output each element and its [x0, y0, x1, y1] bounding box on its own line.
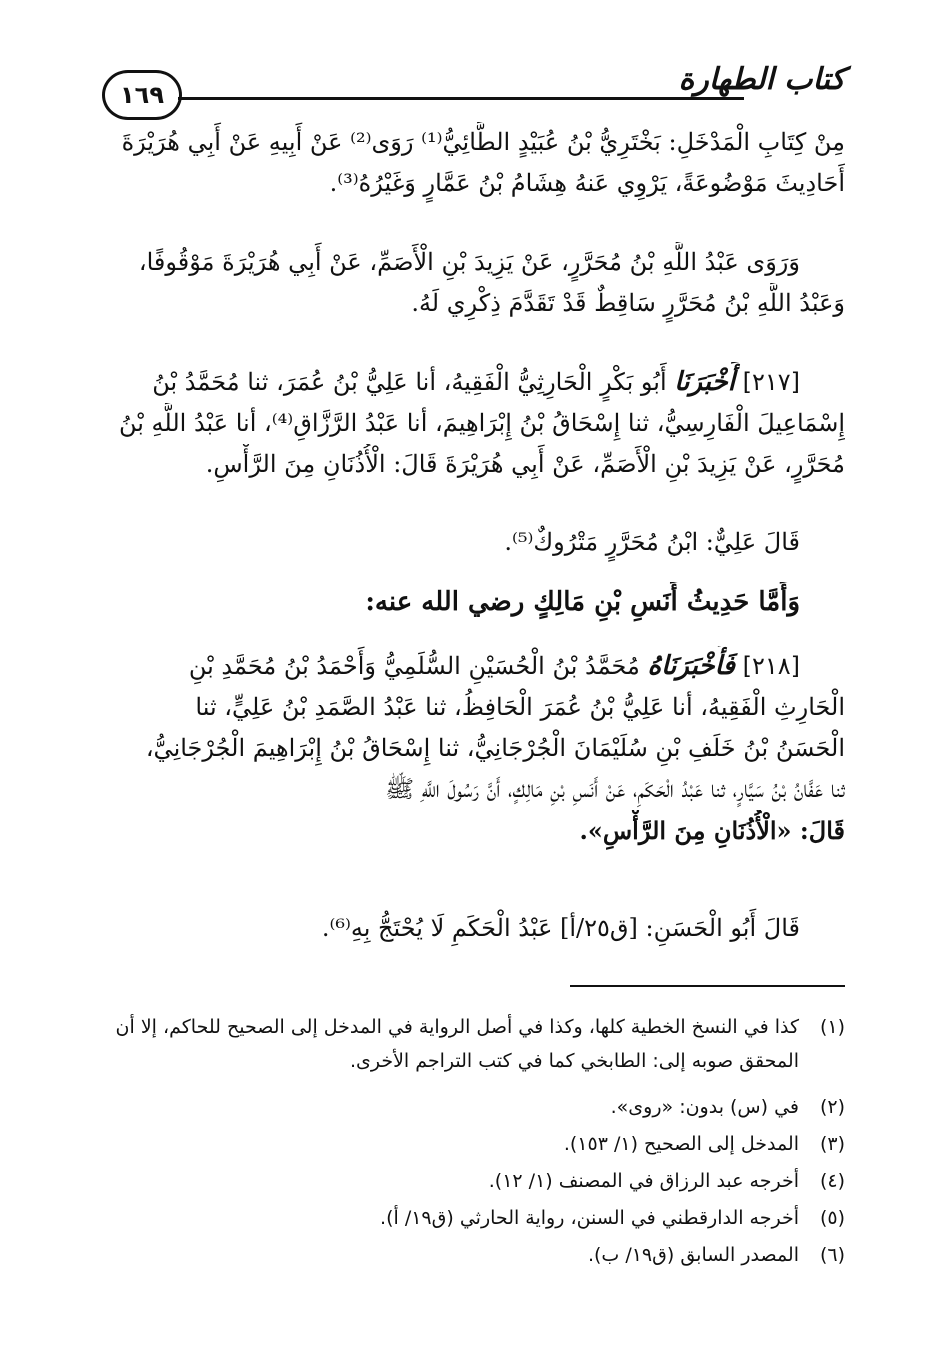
footnote-1: [100, 1010, 845, 1078]
footnote-text: أخرجه عبد الرزاق في المصنف (١/ ١٢).: [488, 1170, 799, 1192]
hadith-218: [100, 646, 845, 851]
text-line: الْحَسَنُ بْنُ خَلَفِ بْنِ سُلَيْمَانَ الْجُرْجَانِيُّ، ثنا إِسْحَاقُ بْنُ إِبْرَاهِيمَ الْجُرْجَانِيُّ،: [145, 734, 845, 762]
text-line: وَرَوَى عَبْدُ اللَّهِ بْنُ مُحَرَّرٍ، عَنْ يَزِيدَ بْنِ الْأَصَمِّ، عَنْ أَبِي هُرَيْرَةَ مَوْقُوفًا،: [138, 248, 800, 276]
header-rule: [178, 97, 744, 100]
text-line: قَالَ أَبُو الْحَسَنِ: [ق٢٥/أ] عَبْدُ الْحَكَمِ لَا يُحْتَجُّ بِهِ⁽⁶⁾.: [321, 914, 800, 942]
isnad-lead-word: أَخْبَرَنَا: [674, 367, 735, 397]
hadith-217: [100, 362, 845, 485]
footnote-number: (٣): [819, 1133, 845, 1155]
footnote-number: (٢): [819, 1096, 845, 1118]
section-subheading: [100, 582, 845, 623]
text-line: [100, 362, 845, 403]
text-line: قَالَ: «الْأُذُنَانِ مِنَ الرَّأْسِ».: [579, 816, 845, 845]
footnote-number: (٤): [819, 1170, 845, 1192]
footnote-separator: [570, 985, 845, 987]
footnote-number: (٥): [819, 1207, 845, 1229]
footnote-number: (١): [819, 1016, 845, 1038]
isnad-lead-word: فَأَخْبَرَنَاهُ: [647, 651, 735, 681]
paragraph-intro: [100, 122, 845, 204]
footnote-2: [100, 1090, 845, 1124]
footnote-text: أخرجه الدارقطني في السنن، رواية الحارثي (ق١٩/ أ).: [380, 1207, 799, 1229]
text-line: وَأَمَّا حَدِيثُ أَنَسِ بْنِ مَالِكٍ رضي الله عنه:: [365, 587, 800, 617]
text-segment: أَبُو بَكْرٍ الْحَارِثِيُّ الْفَقِيهُ، أنا عَلِيُّ بْنُ عُمَرَ، ثنا مُحَمَّدُ بْنُ: [152, 368, 667, 396]
page-number: ١٦٩: [102, 70, 182, 120]
text-line: إِسْمَاعِيلَ الْفَارِسِيُّ، ثنا إِسْحَاقُ بْنُ إِبْرَاهِيمَ، أنا عَبْدُ الرَّزَّاقِ⁽⁴⁾، أنا عَبْدُ اللَّهِ بْنُ: [118, 409, 845, 437]
footnote-6: [100, 1238, 845, 1272]
text-line: ثنا عَفَّانُ بْنُ سَيَّارٍ، ثنا عَبْدُ الْحَكَمِ، عَنْ أَنَسِ بْنِ مَالِكٍ، أَنَّ رَسُولَ اللَّهِ ﷺ: [385, 775, 845, 803]
paragraph-riwaya: [100, 242, 845, 324]
footnote-5: [100, 1201, 845, 1235]
paragraph-comment-ali: [100, 522, 845, 563]
footnote-text: المصدر السابق (ق١٩/ ب).: [587, 1244, 799, 1266]
text-line: مِنْ كِتَابِ الْمَدْخَلِ: بَخْتَرِيُّ بْنُ عُبَيْدٍ الطَّائِيُّ⁽¹⁾ رَوَى⁽²⁾ عَنْ أَبِيهِ عَنْ أَبِي هُرَيْرَةَ: [121, 128, 845, 156]
text-segment: مُحَمَّدُ بْنُ الْحُسَيْنِ السُّلَمِيُّ وَأَحْمَدُ بْنُ مُحَمَّدِ بْنِ: [188, 652, 640, 680]
text-line: الْحَارِثِ الْفَقِيهُ، أنا عَلِيُّ بْنُ عُمَرَ الْحَافِظُ، ثنا عَبْدُ الصَّمَدِ بْنُ عَلِيٍّ، ثنا: [195, 693, 845, 721]
running-head-title: كتاب الطهارة: [678, 62, 845, 97]
text-line: وَعَبْدُ اللَّهِ بْنُ مُحَرَّرٍ سَاقِطٌ قَدْ تَقَدَّمَ ذِكْرِي لَهُ.: [411, 289, 845, 317]
text-line: أَحَادِيثَ مَوْضُوعَةً، يَرْوِي عَنهُ هِشَامُ بْنُ عَمَّارٍ وَغَيْرُهُ⁽³⁾.: [329, 169, 845, 197]
hadith-number: [٢١٧]: [742, 368, 800, 396]
footnote-text: المدخل إلى الصحيح (١/ ١٥٣).: [563, 1133, 799, 1155]
footnote-text: في (س) بدون: «روى».: [610, 1096, 799, 1118]
footnote-4: [100, 1164, 845, 1198]
text-line: [100, 646, 845, 687]
footnote-text: كذا في النسخ الخطية كلها، وكذا في أصل الرواية في المدخل إلى الصحيح للحاكم، إلا أن: [115, 1016, 799, 1038]
text-line: مُحَرَّرٍ، عَنْ يَزِيدَ بْنِ الْأَصَمِّ، عَنْ أَبِي هُرَيْرَةَ قَالَ: الْأُذُنَانِ مِنَ الرَّأْسِ.: [205, 450, 845, 478]
text-line: قَالَ عَلِيٌّ: ابْنُ مُحَرَّرٍ مَتْرُوكٌ⁽⁵⁾.: [504, 528, 800, 556]
paragraph-comment-abu-alhasan: [100, 908, 845, 949]
footnote-number: (٦): [819, 1244, 845, 1266]
hadith-number: [٢١٨]: [742, 652, 800, 680]
footnote-text-continued: المحقق صوبه إلى: الطابخي كما في كتب التراجم الأخرى.: [349, 1050, 799, 1072]
footnote-3: [100, 1127, 845, 1161]
